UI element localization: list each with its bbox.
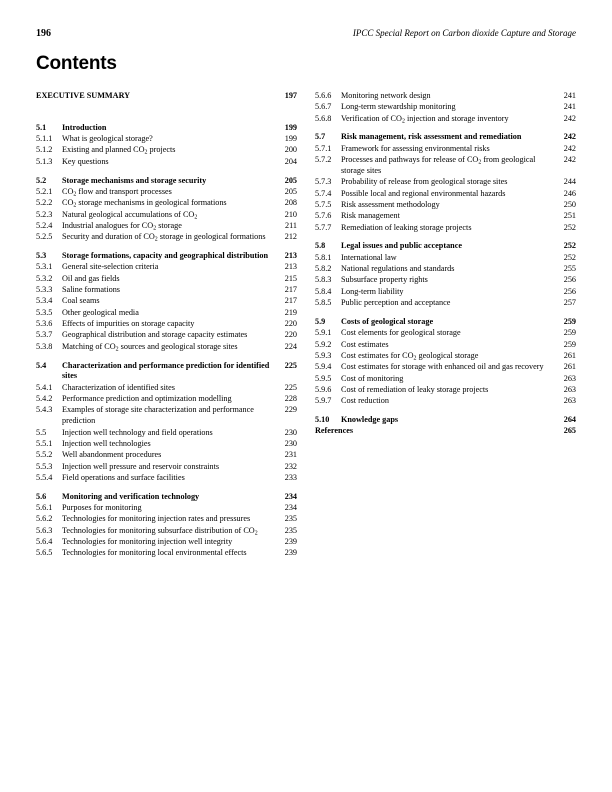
toc-entry-number: 5.9.2	[315, 339, 332, 349]
toc-entry-number: 5.1.2	[36, 145, 53, 155]
toc-entry-number: 5.3.7	[36, 330, 53, 340]
toc-entry-page: 263	[563, 384, 576, 394]
toc-entry-page: 263	[563, 396, 576, 406]
toc-entry-label: Injection well pressure and reservoir constraints	[62, 461, 220, 471]
toc-entry[interactable]	[36, 176, 297, 187]
toc-entry-number: 5.6.3	[36, 525, 53, 535]
toc-entry[interactable]	[36, 428, 297, 439]
toc-entry-label: Monitoring network design	[341, 91, 431, 100]
toc-entry-label: Cost reduction	[341, 396, 389, 406]
toc-entry-number: References	[315, 426, 354, 436]
toc-entry-page: 234	[284, 503, 297, 512]
toc-entry-label: What is geological storage?	[62, 134, 153, 144]
toc-entry-label: Verification of $CO_2$ injection and storage inventory	[341, 113, 509, 124]
toc-entry-page: 208	[284, 198, 297, 208]
toc-entry-page: 242	[563, 143, 576, 153]
toc-entry-page: 239	[284, 548, 297, 558]
toc-entry-label: Key questions	[62, 156, 109, 166]
toc-entry-page: 230	[284, 438, 297, 448]
toc-column-right	[315, 91, 576, 438]
toc-entry-number: 5.2.1	[36, 186, 53, 196]
toc-entry[interactable]	[36, 221, 297, 232]
toc-entry-number: 5.3.2	[36, 273, 53, 283]
toc-entry[interactable]	[315, 177, 576, 188]
toc-entry-page: 232	[284, 461, 297, 471]
toc-entry[interactable]	[36, 232, 297, 243]
toc-entry-label: Field operations and surface facilities	[62, 472, 185, 482]
toc-spacer	[36, 108, 297, 115]
toc-entry-label: Saline formations	[62, 285, 120, 295]
toc-entry-page: 241	[563, 91, 576, 100]
toc-entry-page: 263	[563, 373, 576, 383]
toc-entry[interactable]	[36, 439, 297, 450]
toc-entry-label: Effects of impurities on storage capacity	[62, 319, 195, 329]
toc-entry-label: Natural geological accumulations of $CO_2$	[62, 209, 198, 220]
toc-entry[interactable]	[315, 223, 576, 234]
toc-entry-number: 5.9	[315, 316, 326, 326]
toc-entry-label: Existing and planned $CO_2$ projects	[62, 145, 176, 156]
toc-entry-number: 5.6.8	[315, 113, 332, 123]
toc-entry-number: 5.4.1	[36, 382, 53, 392]
toc-entry-page: 205	[284, 186, 297, 196]
toc-entry-label: Technologies for monitoring local environmental effects	[62, 548, 247, 558]
toc-entry[interactable]	[315, 144, 576, 155]
toc-entry[interactable]	[36, 251, 297, 262]
toc-entry-number: 5.1	[36, 122, 47, 132]
toc-entry[interactable]	[36, 537, 297, 548]
toc-entry-number: 5.8.1	[315, 252, 332, 262]
toc-entry-page: 211	[285, 220, 297, 230]
toc-entry-page: 235	[284, 514, 297, 524]
toc-entry-page: 257	[563, 298, 576, 308]
toc-column-left	[36, 91, 297, 560]
toc-entry-page: 251	[563, 211, 576, 221]
toc-entry[interactable]	[315, 132, 576, 143]
toc-entry-label: Public perception and acceptance	[341, 298, 451, 308]
toc-entry-page: 213	[284, 251, 297, 261]
toc-entry[interactable]	[315, 362, 576, 373]
toc-entry-number: 5.1.3	[36, 156, 53, 166]
toc-entry-label: Legal issues and public acceptance	[341, 241, 463, 251]
toc-entry[interactable]	[315, 211, 576, 222]
toc-entry[interactable]	[36, 274, 297, 285]
toc-entry-number: 5.6.4	[36, 536, 53, 546]
toc-entry-page: 244	[563, 177, 576, 187]
toc-entry-label: Long-term liability	[341, 286, 404, 296]
toc-entry-number: 5.9.6	[315, 384, 332, 394]
toc-entry[interactable]	[315, 340, 576, 351]
toc-columns	[36, 91, 576, 560]
toc-entry-number: EXECUTIVE SUMMARY	[36, 91, 131, 100]
toc-entry-page: 212	[284, 232, 297, 242]
toc-entry-page: 241	[563, 102, 576, 112]
toc-entry-page: 210	[284, 209, 297, 219]
toc-entry-page: 200	[284, 145, 297, 155]
toc-entry[interactable]	[315, 317, 576, 328]
toc-entry-number: 5.3.5	[36, 307, 53, 317]
toc-entry-page: 259	[563, 328, 576, 338]
toc-entry-number: 5.9.4	[315, 362, 332, 372]
page-number: 196	[36, 28, 51, 39]
toc-entry[interactable]	[315, 91, 576, 102]
toc-entry-number: 5.8.5	[315, 298, 332, 308]
toc-entry[interactable]	[36, 394, 297, 405]
toc-entry-number: 5.6.5	[36, 548, 53, 558]
toc-entry[interactable]	[315, 200, 576, 211]
toc-entry-label: Introduction	[62, 122, 107, 132]
toc-entry-page: 235	[284, 525, 297, 535]
toc-entry-page: 261	[563, 350, 576, 360]
toc-entry[interactable]	[315, 415, 576, 426]
toc-entry-page: 250	[563, 199, 576, 209]
toc-entry-label: $CO_2$ flow and transport processes	[62, 186, 172, 198]
toc-entry-page: 225	[284, 360, 297, 370]
toc-entry-page: 229	[284, 405, 297, 415]
toc-entry[interactable]	[315, 189, 576, 200]
toc-entry-page: 220	[284, 330, 297, 340]
toc-entry-page: 217	[284, 296, 297, 306]
toc-entry-label: Geographical distribution and storage capacity estimates	[62, 330, 248, 340]
toc-entry[interactable]	[36, 210, 297, 221]
toc-entry-label: Possible local and regional environmental hazards	[341, 188, 506, 198]
toc-entry-number: 5.9.7	[315, 396, 332, 406]
toc-entry-number: 5.3.8	[36, 341, 53, 351]
toc-entry[interactable]	[36, 262, 297, 273]
toc-entry-number: 5.5.1	[36, 438, 53, 448]
toc-entry[interactable]	[36, 145, 297, 156]
toc-entry[interactable]	[36, 134, 297, 145]
toc-entry[interactable]	[36, 548, 297, 559]
toc-entry-label: Characterization of identified sites	[62, 382, 175, 392]
toc-entry-label: Monitoring and verification technology	[62, 491, 200, 501]
toc-entry[interactable]	[36, 187, 297, 198]
toc-entry-number: 5.8	[315, 241, 326, 251]
toc-entry[interactable]	[315, 241, 576, 252]
toc-entry-page: 261	[563, 362, 576, 372]
toc-entry-page: 228	[284, 394, 297, 404]
toc-entry-label: Processes and pathways for release of $CO_2$ from geological storage sites	[341, 155, 536, 175]
toc-entry-number: 5.2.2	[36, 198, 53, 208]
toc-entry-label: Cost estimates for storage with enhanced oil and gas recovery	[341, 362, 544, 372]
toc-entry-page: 264	[563, 415, 576, 425]
toc-entry-label: $CO_2$ storage mechanisms in geological formations	[62, 198, 227, 209]
running-title: IPCC Special Report on Carbon dioxide Capture and Storage	[352, 28, 576, 38]
toc-entry-page: 259	[563, 316, 576, 326]
toc-entry-number: 5.8.3	[315, 275, 332, 285]
toc-entry-label: Probability of release from geological storage sites	[341, 177, 508, 187]
toc-entry-label: Cost elements for geological storage	[341, 328, 461, 338]
toc-entry[interactable]	[36, 503, 297, 514]
toc-entry[interactable]	[315, 253, 576, 264]
toc-entry-label: Framework for assessing environmental risks	[341, 143, 490, 153]
toc-entry-number: 5.5.3	[36, 461, 53, 471]
toc-entry-label: Other geological media	[62, 307, 139, 317]
toc-entry-label: Technologies for monitoring injection rates and pressures	[62, 514, 251, 524]
toc-entry[interactable]	[36, 526, 297, 537]
toc-entry-page: 242	[563, 132, 576, 142]
toc-entry-number: 5.7.3	[315, 177, 332, 187]
toc-entry-number: 5.5.4	[36, 472, 53, 482]
toc-entry-number: 5.9.5	[315, 373, 332, 383]
toc-entry-page: 197	[284, 91, 297, 100]
toc-entry-number: 5.7	[315, 132, 326, 142]
toc-entry-label: Knowledge gaps	[341, 415, 399, 425]
toc-entry-number: 5.2.3	[36, 209, 53, 219]
toc-entry-number: 5.7.7	[315, 222, 332, 232]
toc-entry[interactable]	[315, 385, 576, 396]
toc-entry-label: Injection well technology and field operations	[62, 427, 213, 437]
toc-entry-label: Examples of storage site characterization and performance prediction	[62, 405, 254, 426]
toc-entry-page: 252	[563, 252, 576, 262]
toc-entry-number: 5.9.3	[315, 350, 332, 360]
toc-entry-label: Oil and gas fields	[62, 273, 120, 283]
toc-entry-label: Subsurface property rights	[341, 275, 428, 285]
toc-entry[interactable]	[315, 287, 576, 298]
toc-entry-number: 5.6.7	[315, 102, 332, 112]
toc-entry[interactable]	[36, 405, 297, 427]
toc-entry-label: Coal seams	[62, 296, 100, 306]
toc-entry-number: 5.7.6	[315, 211, 332, 221]
toc-entry-page: 256	[563, 286, 576, 296]
toc-entry-number: 5.3	[36, 251, 47, 261]
toc-entry-number: 5.3.1	[36, 262, 53, 272]
toc-entry-page: 259	[563, 339, 576, 349]
toc-entry-page: 204	[284, 156, 297, 166]
toc-entry-page: 231	[284, 450, 297, 460]
toc-entry-label: Cost estimates for $CO_2$ geological storage	[341, 350, 479, 362]
toc-entry-page: 256	[563, 275, 576, 285]
toc-entry-page: 199	[284, 134, 297, 144]
toc-entry-page: 246	[563, 188, 576, 198]
toc-entry-page: 233	[284, 472, 297, 482]
toc-entry-number: 5.6	[36, 491, 47, 501]
toc-entry[interactable]	[315, 374, 576, 385]
toc-entry-number: 5.1.1	[36, 134, 53, 144]
toc-entry[interactable]	[36, 383, 297, 394]
toc-entry[interactable]	[36, 308, 297, 319]
toc-entry-label: Cost estimates	[341, 339, 389, 349]
toc-entry-page: 242	[563, 113, 576, 123]
toc-entry-number: 5.6.1	[36, 503, 53, 512]
toc-entry-label: Well abandonment procedures	[62, 450, 162, 460]
toc-entry-number: 5.7.5	[315, 199, 332, 209]
toc-entry-number: 5.7.2	[315, 155, 332, 165]
toc-entry-label: Risk assessment methodology	[341, 199, 440, 209]
toc-entry-label: Performance prediction and optimization modelling	[62, 394, 232, 404]
toc-entry-number: 5.2.5	[36, 232, 53, 242]
toc-entry-page: 217	[284, 285, 297, 295]
toc-entry[interactable]	[315, 351, 576, 362]
toc-entry-page: 265	[563, 426, 576, 436]
toc-entry-label: Risk management	[341, 211, 400, 221]
toc-entry-page: 219	[284, 307, 297, 317]
toc-entry-label: Security and duration of $CO_2$ storage in geological formations	[62, 232, 266, 243]
toc-entry-number: 5.7.1	[315, 143, 332, 153]
toc-entry[interactable]	[315, 102, 576, 113]
toc-entry-page: 224	[284, 341, 297, 351]
toc-entry-page: 205	[284, 175, 297, 185]
toc-entry-page: 220	[284, 319, 297, 329]
toc-entry-page: 234	[284, 491, 297, 501]
toc-entry-number: 5.3.4	[36, 296, 53, 306]
toc-entry-number: 5.4	[36, 360, 47, 370]
toc-entry[interactable]	[36, 157, 297, 168]
toc-entry-number: 5.6.6	[315, 91, 332, 100]
toc-entry-number: 5.4.2	[36, 394, 53, 404]
toc-entry-number: 5.5.2	[36, 450, 53, 460]
toc-entry[interactable]	[36, 319, 297, 330]
toc-entry[interactable]	[36, 330, 297, 341]
toc-entry[interactable]	[315, 114, 576, 125]
toc-entry-label: General site-selection criteria	[62, 262, 159, 272]
toc-entry[interactable]	[315, 328, 576, 339]
toc-entry-page: 225	[284, 382, 297, 392]
toc-entry-page: 213	[284, 262, 297, 272]
toc-entry[interactable]	[315, 426, 576, 437]
toc-entry-number: 5.5	[36, 427, 47, 437]
toc-entry[interactable]	[36, 361, 297, 383]
toc-entry[interactable]	[36, 198, 297, 209]
toc-entry-page: 215	[284, 273, 297, 283]
toc-entry[interactable]	[36, 473, 297, 484]
toc-entry[interactable]	[315, 264, 576, 275]
toc-entry-page: 230	[284, 427, 297, 437]
toc-entry-page: 255	[563, 264, 576, 274]
toc-entry-number: 5.9.1	[315, 328, 332, 338]
toc-entry-label: Injection well technologies	[62, 438, 151, 448]
page-header	[36, 28, 576, 39]
toc-entry-label: Costs of geological storage	[341, 316, 434, 326]
toc-entry[interactable]	[36, 342, 297, 353]
toc-entry[interactable]	[36, 296, 297, 307]
toc-entry-label: Cost of remediation of leaky storage projects	[341, 384, 489, 394]
toc-entry-label: Risk management, risk assessment and remediation	[341, 132, 522, 142]
toc-entry-label: Cost of monitoring	[341, 373, 404, 383]
toc-entry-page: 252	[563, 241, 576, 251]
toc-entry[interactable]	[315, 298, 576, 309]
toc-entry-number: 5.8.2	[315, 264, 332, 274]
toc-entry[interactable]	[36, 91, 297, 102]
toc-entry-number: 5.8.4	[315, 286, 332, 296]
toc-entry-label: Remediation of leaking storage projects	[341, 222, 472, 232]
toc-entry-label: Storage formations, capacity and geographical distribution	[62, 251, 269, 261]
toc-entry[interactable]	[36, 492, 297, 503]
toc-entry-number: 5.6.2	[36, 514, 53, 524]
toc-entry-label: Storage mechanisms and storage security	[62, 175, 207, 185]
toc-entry[interactable]	[315, 275, 576, 286]
toc-entry-number: 5.7.4	[315, 188, 332, 198]
toc-entry-label: Long-term stewardship monitoring	[341, 102, 456, 112]
toc-entry[interactable]	[315, 396, 576, 407]
toc-entry[interactable]	[36, 462, 297, 473]
toc-entry-number: 5.3.6	[36, 319, 53, 329]
toc-entry-label: Technologies for monitoring subsurface distribution of $CO_2$	[62, 525, 258, 536]
page-title: Contents	[36, 53, 117, 74]
toc-entry-number: 5.2.4	[36, 220, 53, 230]
toc-entry-number: 5.4.3	[36, 405, 53, 415]
toc-entry-label: Technologies for monitoring injection well integrity	[62, 536, 233, 546]
toc-entry-label: National regulations and standards	[341, 264, 455, 274]
toc-entry-number: 5.2	[36, 175, 47, 185]
toc-entry[interactable]	[36, 450, 297, 461]
toc-entry-label: International law	[341, 252, 397, 262]
toc-entry[interactable]	[36, 514, 297, 525]
toc-entry[interactable]	[36, 123, 297, 134]
toc-entry-number: 5.3.3	[36, 285, 53, 295]
toc-entry-page: 242	[563, 155, 576, 165]
toc-entry-label: Characterization and performance prediction for identified sites	[62, 360, 270, 381]
toc-entry[interactable]	[315, 155, 576, 177]
toc-entry-page: 252	[563, 222, 576, 232]
toc-entry-number: 5.10	[315, 415, 330, 425]
toc-entry-page: 199	[284, 122, 297, 132]
toc-entry[interactable]	[36, 285, 297, 296]
toc-entry-page: 239	[284, 536, 297, 546]
toc-entry-label: Matching of $CO_2$ sources and geological storage sites	[62, 341, 238, 353]
toc-entry-label: Industrial analogues for $CO_2$ storage	[62, 220, 182, 232]
toc-entry-label: Purposes for monitoring	[62, 503, 142, 512]
